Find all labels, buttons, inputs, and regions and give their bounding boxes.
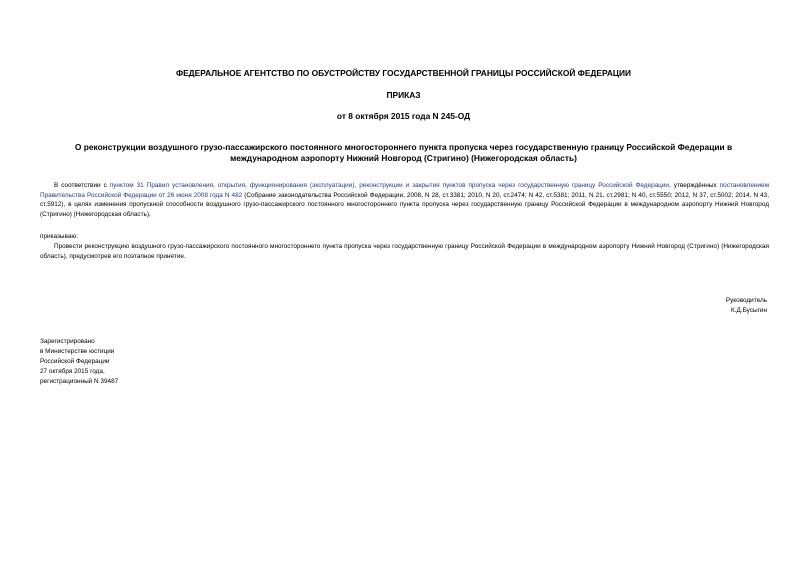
preamble-suffix: (Собрание законодательства Российской Федерации, 2008, N 28, ст.3381; 2010, N 20, ст.2474; N 42, ст.5381; 2011, N 21, ст.2981; N 40, ст.5550; 2012, N 37, ст.5002; 2014, N 43, ст.5912), в целях изменения пропускной способности воздушного грузо-пассажирского постоянного многостороннего пункта пропуска через государственную границу Российской Федерации в международном аэропорту Нижний Новгород (Стригино) (Нижегородская область),	[40, 191, 769, 218]
registration-line: Зарегистрировано	[40, 338, 95, 345]
preamble-mid: , утверждённых	[668, 182, 720, 189]
order-paragraph: Провести реконструкцию воздушного грузо-пассажирского постоянного многостороннего пункта пропуска через государственную границу Российской Федерации в международном аэропорту Нижний Новгород (Стригино) (Нижегородская область), предусмотрев его поэтапное принятие.	[40, 243, 769, 260]
document-title: О реконструкции воздушного грузо-пассажирского постоянного многостороннего пункта пропуска через государственную границу Российской Федерации в международном аэропорту Нижний Новгород (Стригино) (Нижегородская область)	[74, 142, 733, 163]
registration-block	[40, 337, 118, 387]
registration-line: в Министерстве юстиции	[40, 348, 115, 355]
signer-name: К.Д.Бусыгин	[731, 307, 767, 314]
agency-name: ФЕДЕРАЛЬНОЕ АГЕНТСТВО ПО ОБУСТРОЙСТВУ ГОСУДАРСТВЕННОЙ ГРАНИЦЫ РОССИЙСКОЙ ФЕДЕРАЦИИ	[175, 68, 632, 78]
registration-line: Российской Федерации	[40, 358, 110, 365]
registration-number: регистрационный N 39487	[40, 378, 119, 385]
document-type: ПРИКАЗ	[386, 90, 421, 100]
government-decree-link[interactable]: постановлением Правительства Российской Федерации от 26 июня 2008 года N 482	[40, 182, 769, 199]
signer-position: Руководитель	[725, 297, 767, 304]
registration-date: 27 октября 2015 года,	[40, 368, 105, 375]
order-word: приказываю:	[40, 233, 78, 240]
preamble-paragraph	[40, 181, 769, 219]
document-date-number: от 8 октября 2015 года N 245-ОД	[336, 111, 471, 121]
preamble-prefix: В соответствии с	[54, 182, 110, 189]
rules-paragraph-link[interactable]: пунктом 31 Правил установления, открытия, функционирования (эксплуатации), реконструкции и закрытия пунктов пропуска через государственную границу Российской Федерации	[109, 182, 669, 189]
